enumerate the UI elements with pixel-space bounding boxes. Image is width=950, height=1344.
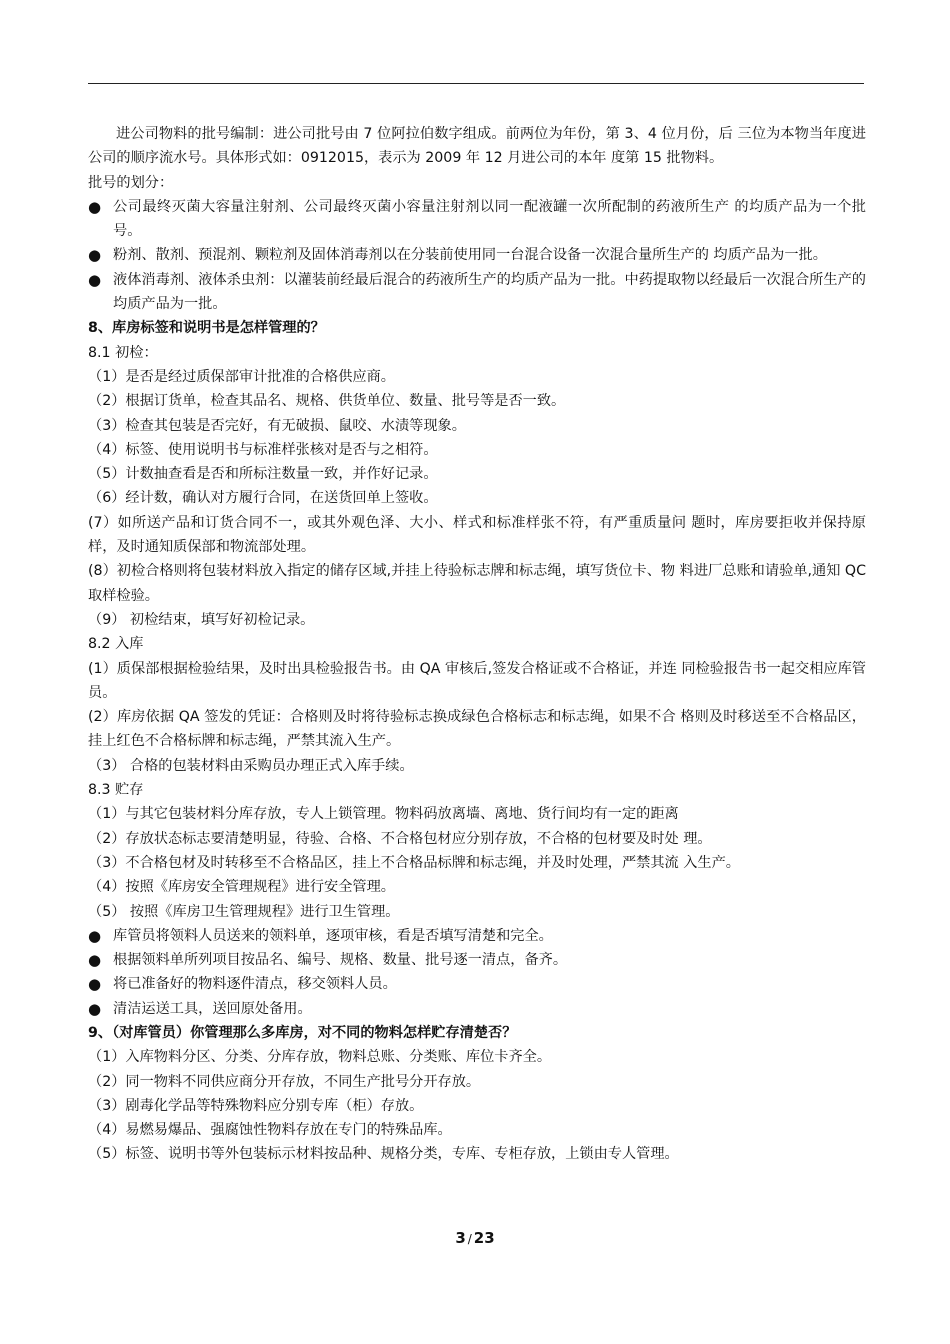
text-line: （1）入库物料分区、分类、分库存放，物料总账、分类账、库位卡齐全。 (88, 1049, 552, 1066)
bullet-text: 液体消毒剂、液体杀虫剂：以灌装前经最后混合的药液所生产的均质产品为一批。中药提取物以经最后一次混合所生产的均质产品为一批。 (113, 271, 866, 313)
bullet-text: 清洁运送工具，送回原处备用。 (113, 1000, 312, 1017)
text-line: （2）同一物料不同供应商分开存放，不同生产批号分开存放。 (88, 1073, 481, 1090)
page-separator: / (467, 1232, 472, 1246)
bullet-item (88, 997, 866, 1021)
bullet-icon: ● (88, 975, 102, 994)
bullet-icon: ● (88, 951, 102, 970)
text-line: （6）经计数，确认对方履行合同，在送货回单上签收。 (88, 490, 438, 507)
page-total: 23 (473, 1229, 495, 1247)
text-line: （3）检查其包装是否完好，有无破损、鼠咬、水渍等现象。 (88, 417, 466, 434)
text-line: （5）计数抽查看是否和所标注数量一致，并作好记录。 (88, 466, 438, 483)
text-line: (7）如所送产品和订货合同不一，或其外观色泽、大小、样式和标准样张不符，有严重质量问 题时，库房要拒收并保持原样，及时通知质保部和物流部处理。 (88, 514, 866, 556)
text-line: （9） 初检结束，填写好初检记录。 (88, 611, 315, 628)
text-line: （3）不合格包材及时转移至不合格品区，挂上不合格品标牌和标志绳，并及时处理，严禁其流 入生产。 (88, 854, 740, 871)
text-line: （4）按照《库房安全管理规程》进行安全管理。 (88, 879, 395, 896)
bullet-icon: ● (88, 246, 102, 265)
page-current: 3 (455, 1229, 466, 1247)
page-number (0, 1229, 950, 1247)
bullet-item (88, 948, 866, 972)
bullet-icon: ● (88, 197, 102, 216)
bullet-text: 粉剂、散剂、预混剂、颗粒剂及固体消毒剂以在分装前使用同一台混合设备一次混合量所生产的 均质产品为一批。 (113, 247, 827, 264)
text-line: （2）存放状态标志要清楚明显，待验、合格、不合格包材应分别存放，不合格的包材要及时处 理。 (88, 830, 712, 847)
text-line: （3） 合格的包装材料由采购员办理正式入库手续。 (88, 757, 414, 774)
text-line: （3）剧毒化学品等特殊物料应分别专库（柜）存放。 (88, 1097, 424, 1114)
bullet-icon: ● (88, 926, 102, 945)
bullet-item (88, 195, 866, 244)
bullet-text: 将已准备好的物料逐件清点，移交领料人员。 (113, 976, 397, 993)
text-line: （2）根据订货单，检查其品名、规格、供货单位、数量、批号等是否一致。 (88, 393, 566, 410)
text-line: 8.1 初检： (88, 344, 158, 361)
section-heading: 9、（对库管员）你管理那么多库房，对不同的物料怎样贮存清楚否？ (88, 1024, 517, 1041)
text-line: (1）质保部根据检验结果，及时出具检验报告书。由 QA 审核后,签发合格证或不合格证，并连 同检验报告书一起交相应库管员。 (88, 660, 866, 701)
text-line: （1）是否是经过质保部审计批准的合格供应商。 (88, 368, 395, 385)
text-line: 8.3 贮存 (88, 782, 144, 799)
bullet-icon: ● (88, 999, 102, 1018)
text-line: （1）与其它包装材料分库存放，专人上锁管理。物料码放离墙、离地、货行间均有一定的距离 (88, 806, 679, 823)
text-line: （5）标签、说明书等外包装标示材料按品种、规格分类，专库、专柜存放，上锁由专人管理。 (88, 1146, 679, 1163)
bullet-item (88, 243, 866, 267)
bullet-text: 根据领料单所列项目按品名、编号、规格、数量、批号逐一清点，备齐。 (113, 952, 568, 969)
text-line: (8）初检合格则将包装材料放入指定的储存区域,并挂上待验标志牌和标志绳，填写货位卡、物 料进厂总账和请验单,通知 QC 取样检验。 (88, 563, 866, 604)
bullet-item (88, 924, 866, 948)
text-line: （4）易燃易爆品、强腐蚀性物料存放在专门的特殊品库。 (88, 1122, 452, 1139)
bullet-text: 公司最终灭菌大容量注射剂、公司最终灭菌小容量注射剂以同一配液罐一次所配制的药液所生产 的均质产品为一个批号。 (113, 198, 866, 240)
text-line: （5） 按照《库房卫生管理规程》进行卫生管理。 (88, 903, 400, 920)
text-line: 批号的划分： (88, 174, 174, 191)
bullet-text: 库管员将领料人员送来的领料单，逐项审核，看是否填写清楚和完全。 (113, 927, 553, 944)
page-body (88, 122, 866, 1167)
bullet-item (88, 972, 866, 996)
text-line: （4）标签、使用说明书与标准样张核对是否与之相符。 (88, 441, 438, 458)
section-heading: 8、库房标签和说明书是怎样管理的？ (88, 320, 325, 337)
bullet-item (88, 268, 866, 317)
body-paragraph: 进公司物料的批号编制：进公司批号由 7 位阿拉伯数字组成。前两位为年份，第 3、4 位月份，后 三位为本物当年度进公司的顺序流水号。具体形式如：0912015，表示为 2009 年 12 月进公司的本年 度第 15 批物料。 (88, 126, 866, 167)
header-rule (88, 83, 864, 84)
bullet-icon: ● (88, 270, 102, 289)
text-line: 8.2 入库 (88, 636, 144, 653)
text-line: (2）库房依据 QA 签发的凭证：合格则及时将待验标志换成绿色合格标志和标志绳，如果不合 格则及时移送至不合格品区，挂上红色不合格标牌和标志绳，严禁其流入生产。 (88, 709, 866, 750)
